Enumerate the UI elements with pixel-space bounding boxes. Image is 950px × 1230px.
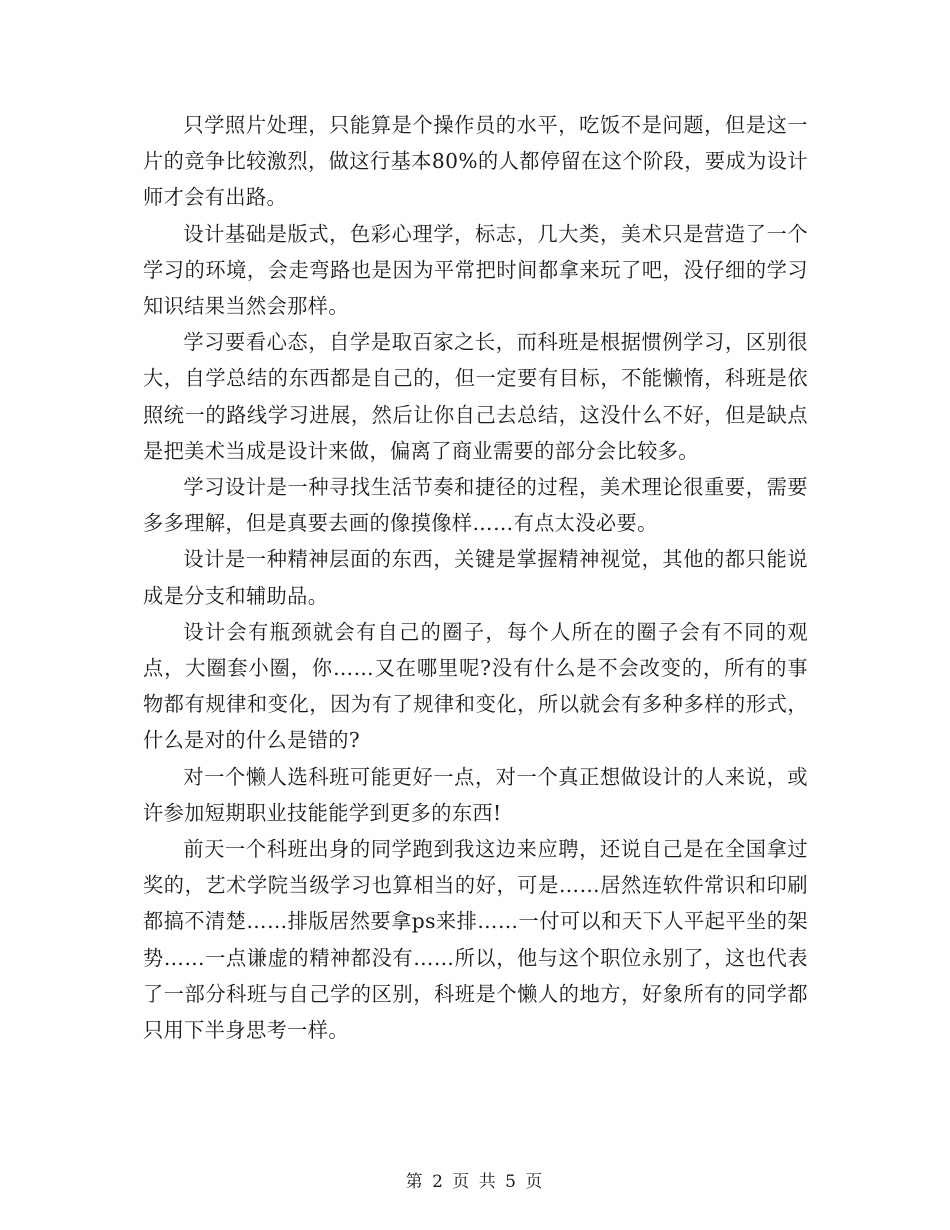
document-body bbox=[143, 107, 808, 1048]
paragraph: 设计基础是版式，色彩心理学，标志，几大类，美术只是营造了一个学习的环境，会走弯路也是因为平常把时间都拿来玩了吧，没仔细的学习知识结果当然会那样。 bbox=[143, 221, 808, 319]
paragraph: 前天一个科班出身的同学跑到我这边来应聘，还说自己是在全国拿过奖的，艺术学院当级学习也算相当的好，可是……居然连软件常识和印刷都搞不清楚……排版居然要拿ps来排……一付可以和天下人平起平坐的架势……一点谦虚的精神都没有……所以，他与这个职位永别了，这也代表了一部分科班与自己学的区别，科班是个懒人的地方，好象所有的同学都只用下半身思考一样。 bbox=[143, 837, 808, 1043]
paragraph: 学习要看心态，自学是取百家之长，而科班是根据惯例学习，区别很大，自学总结的东西都是自己的，但一定要有目标，不能懒惰，科班是依照统一的路线学习进展，然后让你自己去总结，这没什么不好，但是缺点是把美术当成是设计来做，偏离了商业需要的部分会比较多。 bbox=[143, 330, 808, 463]
paragraph: 只学照片处理，只能算是个操作员的水平，吃饭不是问题，但是这一片的竞争比较激烈，做这行基本80%的人都停留在这个阶段，要成为设计师才会有出路。 bbox=[143, 113, 808, 210]
page-number-label: 第 2 页 共 5 页 bbox=[405, 1172, 545, 1192]
paragraph: 对一个懒人选科班可能更好一点，对一个真正想做设计的人来说，或许参加短期职业技能能学到更多的东西! bbox=[143, 764, 808, 825]
paragraph: 设计是一种精神层面的东西，关键是掌握精神视觉，其他的都只能说成是分支和辅助品。 bbox=[143, 547, 808, 608]
page-footer bbox=[0, 1170, 950, 1194]
paragraph: 设计会有瓶颈就会有自己的圈子，每个人所在的圈子会有不同的观点，大圈套小圈，你……又在哪里呢?没有什么是不会改变的，所有的事物都有规律和变化，因为有了规律和变化，所以就会有多种多样的形式，什么是对的什么是错的? bbox=[143, 619, 808, 753]
paragraph: 学习设计是一种寻找生活节奏和捷径的过程，美术理论很重要，需要多多理解，但是真要去画的像摸像样……有点太没必要。 bbox=[143, 475, 808, 536]
